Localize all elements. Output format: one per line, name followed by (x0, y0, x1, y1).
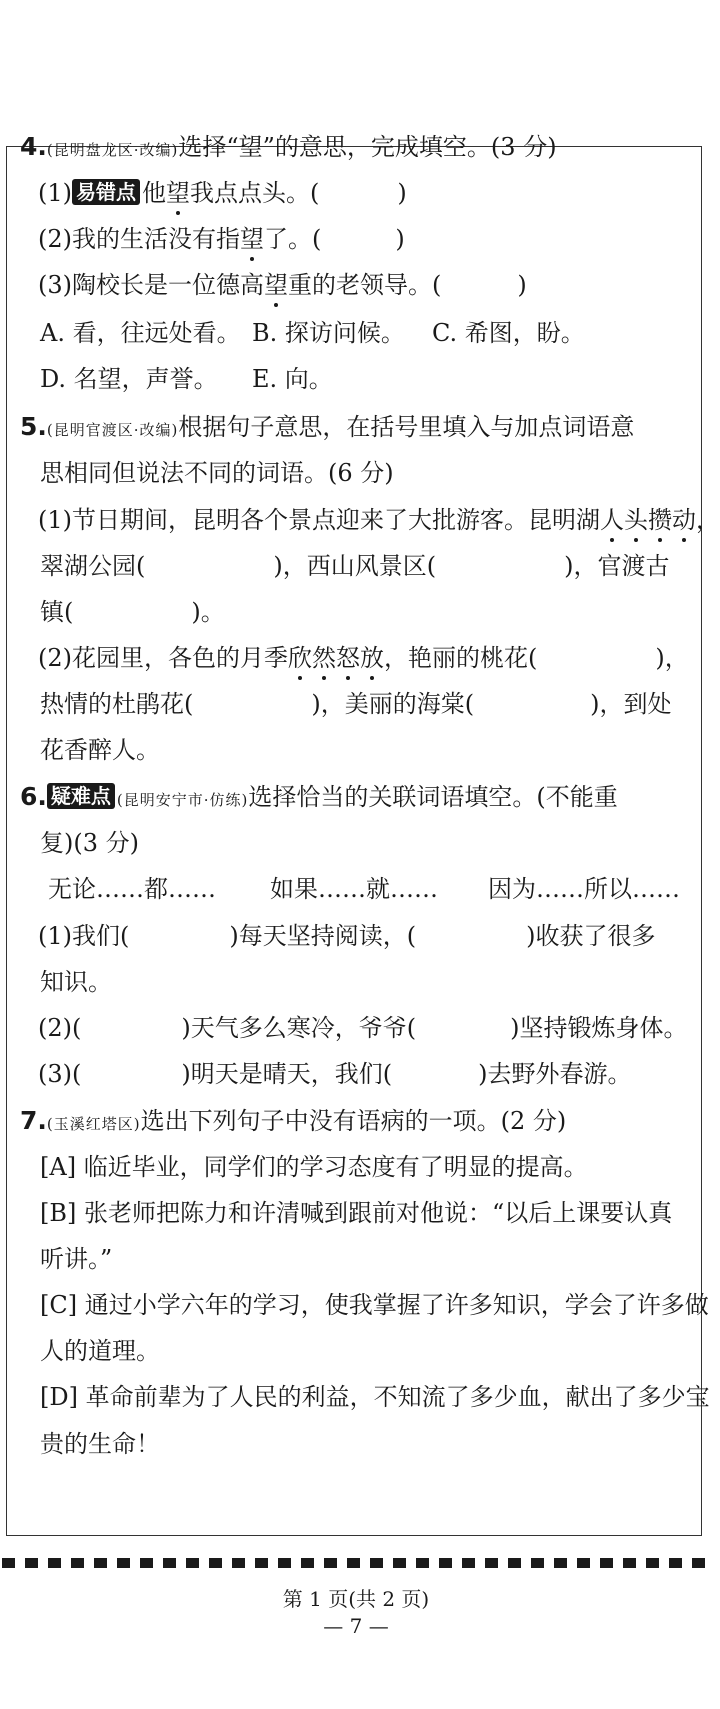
dash-segment (301, 1558, 314, 1568)
q4-stem: 选择“望”的意思，完成填空。(3 分) (178, 133, 557, 161)
dash-segment (48, 1558, 61, 1568)
q6-word-2: 如果……就…… (270, 875, 438, 903)
q7-option-c-cont: 人的道理。 (40, 1337, 160, 1365)
dash-segment (531, 1558, 544, 1568)
dash-segment (623, 1558, 636, 1568)
dotted-char: 望 (240, 222, 264, 256)
dash-segment (117, 1558, 130, 1568)
q4-header (20, 130, 557, 167)
dash-segment (370, 1558, 383, 1568)
q6-header (20, 780, 618, 817)
q7-option-a[interactable]: [A] 临近毕业，同学们的学习态度有了明显的提高。 (40, 1153, 588, 1181)
q6-item-1: (1)我们( )每天坚持阅读，( )收获了很多 (38, 922, 656, 950)
q4-option-c: C. 希图，盼。 (432, 319, 585, 347)
page-number: — 7 — (323, 1614, 389, 1638)
dash-segment (669, 1558, 682, 1568)
dash-segment (94, 1558, 107, 1568)
q5-sentence-1-line2: 翠湖公园( )，西山风景区( )，官渡古 (40, 552, 670, 580)
q6-word-3: 因为……所以…… (488, 875, 680, 903)
q4-item-1: (1) 易错点 他望我点点头。( ) (38, 176, 407, 210)
dashed-separator (0, 1558, 712, 1568)
dash-segment (462, 1558, 475, 1568)
q4-source: (昆明盘龙区·改编) (46, 141, 179, 159)
dash-segment (278, 1558, 291, 1568)
dash-segment (554, 1558, 567, 1568)
q4-option-a: A. 看，往远处看。 (40, 319, 241, 347)
q7-header (20, 1104, 566, 1141)
q5-number: 5. (20, 412, 47, 441)
dotted-char: 望 (166, 176, 190, 210)
q5-sentence-2-line2: 热情的杜鹃花( )，美丽的海棠( )，到处 (40, 690, 672, 718)
q4-number: 4. (20, 132, 47, 161)
q5-stem-cont: 思相同但说法不同的词语。(6 分) (40, 459, 394, 487)
q6-item-2: (2)( )天气多么寒冷，爷爷( )坚持锻炼身体。 (38, 1014, 688, 1042)
q5-sentence-2: (2)花园里，各色的月季欣然怒放，艳丽的桃花( )， (38, 641, 689, 675)
page-indicator: 第 1 页(共 2 页) (282, 1587, 430, 1611)
q5-source: (昆明官渡区·改编) (46, 421, 179, 439)
dash-segment (255, 1558, 268, 1568)
q5-sentence-1: (1)节日期间，昆明各个景点迎来了大批游客。昆明湖人头攒动， (38, 503, 720, 537)
difficult-badge: 疑难点 (47, 783, 115, 809)
q5-sentence-2-line3: 花香醉人。 (40, 736, 160, 764)
q4-item-2: (2)我的生活没有指望了。( ) (38, 222, 405, 256)
q7-option-d[interactable]: [D] 革命前辈为了人民的利益，不知流了多少血，献出了多少宝 (40, 1383, 710, 1411)
dash-segment (186, 1558, 199, 1568)
q4-option-d: D. 名望，声誉。 (40, 365, 218, 393)
q5-stem: 根据句子意思，在括号里填入与加点词语意 (178, 413, 635, 441)
dash-segment (692, 1558, 705, 1568)
dash-segment (577, 1558, 590, 1568)
q4-item-3: (3)陶校长是一位德高望重的老领导。( ) (38, 268, 527, 302)
q6-number: 6. (20, 782, 47, 811)
q6-item-1-cont: 知识。 (40, 968, 112, 996)
dash-segment (140, 1558, 153, 1568)
dotted-word: 人头攒动 (600, 506, 696, 534)
dash-segment (25, 1558, 38, 1568)
q4-option-e: E. 向。 (252, 365, 333, 393)
dash-segment (393, 1558, 406, 1568)
dash-segment (600, 1558, 613, 1568)
q5-header (20, 410, 634, 447)
error-prone-badge: 易错点 (72, 179, 140, 205)
dash-segment (2, 1558, 15, 1568)
dash-segment (209, 1558, 222, 1568)
q7-stem: 选出下列句子中没有语病的一项。(2 分) (140, 1107, 567, 1135)
q7-option-d-cont: 贵的生命！ (40, 1430, 160, 1458)
q6-stem: 选择恰当的关联词语填空。(不能重 (248, 783, 618, 811)
q5-sentence-1-line3: 镇( )。 (40, 598, 225, 626)
dotted-word: 欣然怒放 (288, 644, 384, 672)
dash-segment (347, 1558, 360, 1568)
dash-segment (163, 1558, 176, 1568)
q7-option-b[interactable]: [B] 张老师把陈力和许清喊到跟前对他说：“以后上课要认真 (40, 1199, 673, 1227)
q6-source: (昆明安宁市·仿练) (116, 791, 249, 809)
q6-stem-cont: 复)(3 分) (40, 829, 139, 857)
dotted-char: 望 (264, 268, 288, 302)
q7-source: (玉溪红塔区) (46, 1115, 141, 1133)
q7-option-c[interactable]: [C] 通过小学六年的学习，使我掌握了许多知识，学会了许多做 (40, 1291, 709, 1319)
q4-option-b: B. 探访问候。 (252, 319, 405, 347)
dash-segment (485, 1558, 498, 1568)
dash-segment (71, 1558, 84, 1568)
dash-segment (324, 1558, 337, 1568)
dash-segment (416, 1558, 429, 1568)
dash-segment (508, 1558, 521, 1568)
q7-number: 7. (20, 1106, 47, 1135)
q6-word-1: 无论……都…… (48, 875, 216, 903)
dash-segment (646, 1558, 659, 1568)
q7-option-b-cont: 听讲。” (40, 1245, 113, 1273)
dash-segment (439, 1558, 452, 1568)
dash-segment (232, 1558, 245, 1568)
q6-item-3: (3)( )明天是晴天，我们( )去野外春游。 (38, 1060, 632, 1088)
